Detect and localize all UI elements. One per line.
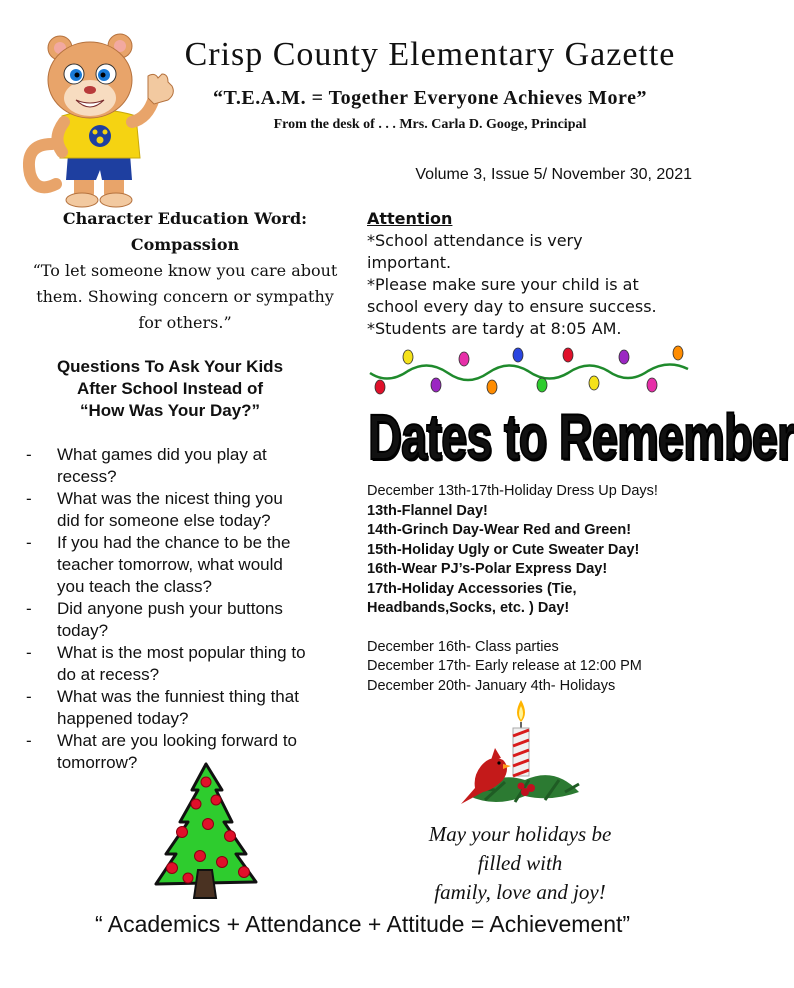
list-dash: - — [26, 489, 32, 508]
questions-list — [24, 444, 344, 774]
event-item: December 20th- January 4th- Holidays — [367, 677, 616, 694]
dress-up-day: 15th-Holiday Ugly or Cute Sweater Day! — [367, 541, 640, 558]
attention-section — [367, 208, 717, 340]
questions-heading-line: Questions To Ask Your Kids — [56, 357, 284, 376]
dress-up-day: 14th-Grinch Day-Wear Red and Green! — [367, 522, 632, 538]
question-item — [24, 598, 344, 642]
dates-to-remember-title — [368, 400, 794, 474]
wish-line: filled with — [477, 851, 563, 875]
attention-line: *Students are tardy at 8:05 AM. — [367, 319, 622, 338]
question-line: What are you looking forward to — [57, 731, 298, 750]
dress-up-day: 13th-Flannel Day! — [367, 502, 488, 519]
wish-line: May your holidays be — [428, 822, 612, 846]
dress-up-day: Headbands,Socks, etc. ) Day! — [367, 600, 570, 616]
dress-up-day: 16th-Wear PJ’s-Polar Express Day! — [367, 561, 608, 577]
questions-heading-line: After School Instead of — [76, 379, 264, 398]
wish-line: family, love and joy! — [434, 880, 606, 904]
question-item — [24, 686, 344, 730]
list-dash: - — [26, 731, 32, 750]
christmas-lights-icon — [368, 343, 690, 399]
newsletter-title: Crisp County Elementary Gazette — [184, 36, 676, 73]
dates-list — [367, 482, 717, 696]
definition-line: them. Showing concern or sympathy — [36, 287, 334, 306]
attention-line: *Please make sure your child is at — [367, 275, 639, 294]
definition-line: “To let someone know you care about — [32, 261, 338, 280]
event-item: December 17th- Early release at 12:00 PM — [367, 658, 642, 674]
question-item — [24, 642, 344, 686]
question-line: If you had the chance to be the — [57, 533, 291, 552]
question-line: happened today? — [57, 709, 189, 728]
list-dash: - — [26, 445, 32, 464]
christmas-tree-icon — [152, 760, 262, 900]
question-line: did for someone else today? — [57, 511, 271, 530]
from-desk-line: From the desk of . . . Mrs. Carla D. Googe, Principal — [273, 117, 587, 132]
question-line: today? — [57, 621, 109, 640]
dress-up-day: 17th-Holiday Accessories (Tie, — [367, 580, 577, 597]
list-dash: - — [26, 533, 32, 552]
attention-line: important. — [367, 253, 452, 272]
question-line: tomorrow? — [57, 753, 138, 772]
question-line: do at recess? — [57, 665, 160, 684]
candle-cardinal-icon — [455, 696, 585, 816]
question-line: What is the most popular thing to — [57, 643, 306, 662]
dress-up-intro: December 13th-17th-Holiday Dress Up Days! — [367, 483, 658, 499]
character-education-section — [20, 206, 350, 336]
question-line: What was the funniest thing that — [57, 687, 299, 706]
attention-line: *School attendance is very — [367, 231, 583, 250]
question-line: recess? — [57, 467, 117, 486]
question-item — [24, 488, 344, 532]
dates-title-text: Dates to Remember — [368, 401, 794, 473]
list-dash: - — [26, 643, 32, 662]
character-education-word: Compassion — [130, 235, 240, 254]
question-line: What games did you play at — [57, 445, 267, 464]
holiday-wish — [400, 820, 640, 907]
questions-heading-line: “How Was Your Day?” — [79, 401, 261, 420]
definition-line: for others.” — [138, 313, 232, 332]
question-line: What was the nicest thing you — [57, 489, 283, 508]
attention-heading: Attention — [367, 209, 453, 228]
question-line: Did anyone push your buttons — [57, 599, 283, 618]
volume-issue-date: Volume 3, Issue 5/ November 30, 2021 — [415, 166, 692, 183]
motto: “T.E.A.M. = Together Everyone Achieves More” — [213, 87, 647, 109]
character-education-heading: Character Education Word: — [62, 209, 308, 228]
list-dash: - — [26, 687, 32, 706]
question-line: you teach the class? — [57, 577, 212, 596]
event-item: December 16th- Class parties — [367, 638, 559, 655]
footer-slogan: “ Academics + Attendance + Attitude = Achievement” — [94, 911, 631, 937]
question-item — [24, 444, 344, 488]
attention-line: school every day to ensure success. — [367, 297, 657, 316]
question-line: teacher tomorrow, what would — [57, 555, 283, 574]
question-item — [24, 532, 344, 598]
questions-heading — [20, 356, 320, 422]
list-dash: - — [26, 599, 32, 618]
